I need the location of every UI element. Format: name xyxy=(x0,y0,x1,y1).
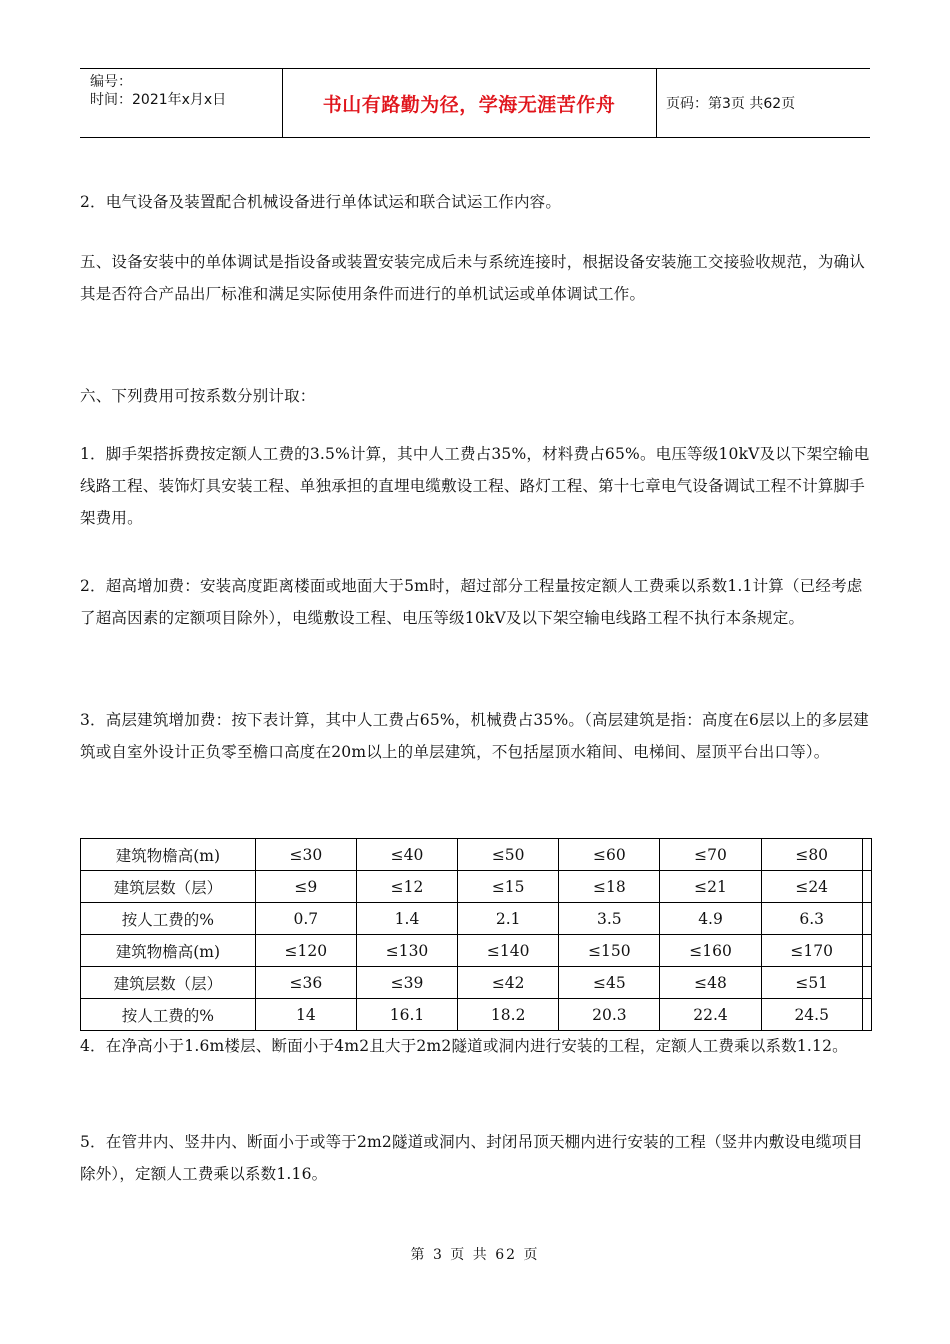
paragraph-shaft-work: 5．在管井内、竖井内、断面小于或等于2m2隧道或洞内、封闭吊顶天棚内进行安装的工程（竖井内敷设电缆项目除外），定额人工费乘以系数1.16。 xyxy=(80,1133,863,1183)
table-cell: ≤60 xyxy=(559,839,660,871)
header-number-label: 编号： xyxy=(90,74,132,90)
table-cell: ≤24 xyxy=(761,871,862,903)
table-cell: 1.4 xyxy=(356,903,457,935)
paragraph-low-clearance: 4．在净高小于1.6m楼层、断面小于4m2且大于2m2隧道或洞内进行安装的工程，定额人工费乘以系数1.12。 xyxy=(80,1037,848,1055)
table-row xyxy=(81,871,872,903)
table-cell: ≤30 xyxy=(255,839,356,871)
table-cell: 6.3 xyxy=(761,903,862,935)
table-empty-cell xyxy=(862,903,871,935)
header-page-code: 页码：第3页 共62页 xyxy=(666,96,796,112)
table-empty-cell xyxy=(862,871,871,903)
table-cell: ≤130 xyxy=(356,935,457,967)
table-empty-cell xyxy=(862,839,871,871)
page-header xyxy=(80,68,870,138)
table-cell: ≤12 xyxy=(356,871,457,903)
header-motto: 书山有路勤为径，学海无涯苦作舟 xyxy=(282,69,657,137)
table-cell: 3.5 xyxy=(559,903,660,935)
table-row xyxy=(81,935,872,967)
table-cell: ≤18 xyxy=(559,871,660,903)
table-row-label: 建筑物檐高(m) xyxy=(81,935,256,967)
table-row xyxy=(81,999,872,1031)
table-cell: ≤120 xyxy=(255,935,356,967)
table-cell: 20.3 xyxy=(559,999,660,1031)
table-cell: 24.5 xyxy=(761,999,862,1031)
table-cell: ≤70 xyxy=(660,839,761,871)
table-row-label: 建筑物檐高(m) xyxy=(81,839,256,871)
table-cell: 16.1 xyxy=(356,999,457,1031)
paragraph-item-2: 2．电气设备及装置配合机械设备进行单体试运和联合试运工作内容。 xyxy=(80,193,562,211)
table-row-label: 建筑层数（层） xyxy=(81,967,256,999)
table-cell: 14 xyxy=(255,999,356,1031)
header-time-label: 时间：2021年x月x日 xyxy=(90,92,227,108)
page-footer: 第 3 页 共 62 页 xyxy=(410,1247,540,1263)
table-cell: ≤36 xyxy=(255,967,356,999)
paragraph-height-fee: 2．超高增加费：安装高度距离楼面或地面大于5m时，超过部分工程量按定额人工费乘以系数1.1计算（已经考虑了超高因素的定额项目除外），电缆敷设工程、电压等级10kV及以下架空输电线路工程不执行本条规定。 xyxy=(80,577,863,627)
paragraph-section-6: 六、下列费用可按系数分别计取： xyxy=(80,387,316,405)
table-cell: ≤51 xyxy=(761,967,862,999)
table-cell: ≤80 xyxy=(761,839,862,871)
table-cell: 0.7 xyxy=(255,903,356,935)
table-empty-cell xyxy=(862,935,871,967)
table-cell: 18.2 xyxy=(458,999,559,1031)
table-cell: ≤21 xyxy=(660,871,761,903)
table-cell: ≤140 xyxy=(458,935,559,967)
table-cell: ≤50 xyxy=(458,839,559,871)
header-meta-cell xyxy=(80,69,283,137)
table-row-label: 按人工费的% xyxy=(81,903,256,935)
table-row xyxy=(81,903,872,935)
table-cell: ≤42 xyxy=(458,967,559,999)
paragraph-section-5: 五、设备安装中的单体调试是指设备或装置安装完成后未与系统连接时，根据设备安装施工交接验收规范，为确认其是否符合产品出厂标准和满足实际使用条件而进行的单机试运或单体调试工作。 xyxy=(80,253,866,303)
table-row xyxy=(81,839,872,871)
table-cell: ≤9 xyxy=(255,871,356,903)
paragraph-highrise-fee: 3．高层建筑增加费：按下表计算，其中人工费占65%，机械费占35%。（高层建筑是指：高度在6层以上的多层建筑或自室外设计正负零至檐口高度在20m以上的单层建筑，不包括屋顶水箱间、电梯间、屋顶平台出口等）。 xyxy=(80,711,869,761)
table-row-label: 建筑层数（层） xyxy=(81,871,256,903)
table-cell: ≤150 xyxy=(559,935,660,967)
table-cell: 4.9 xyxy=(660,903,761,935)
table-cell: ≤170 xyxy=(761,935,862,967)
table-row xyxy=(81,967,872,999)
paragraph-scaffold-fee: 1．脚手架搭拆费按定额人工费的3.5%计算，其中人工费占35%，材料费占65%。电压等级10kV及以下架空输电线路工程、装饰灯具安装工程、单独承担的直埋电缆敷设工程、路灯工程、第十七章电气设备调试工程不计算脚手架费用。 xyxy=(80,445,870,527)
table-empty-cell xyxy=(862,967,871,999)
highrise-rate-table xyxy=(80,838,872,1031)
table-cell: ≤40 xyxy=(356,839,457,871)
table-cell: 2.1 xyxy=(458,903,559,935)
table-row-label: 按人工费的% xyxy=(81,999,256,1031)
table-cell: ≤160 xyxy=(660,935,761,967)
table-cell: ≤48 xyxy=(660,967,761,999)
table-cell: ≤45 xyxy=(559,967,660,999)
table-cell: ≤15 xyxy=(458,871,559,903)
table-cell: ≤39 xyxy=(356,967,457,999)
table-empty-cell xyxy=(862,999,871,1031)
table-cell: 22.4 xyxy=(660,999,761,1031)
